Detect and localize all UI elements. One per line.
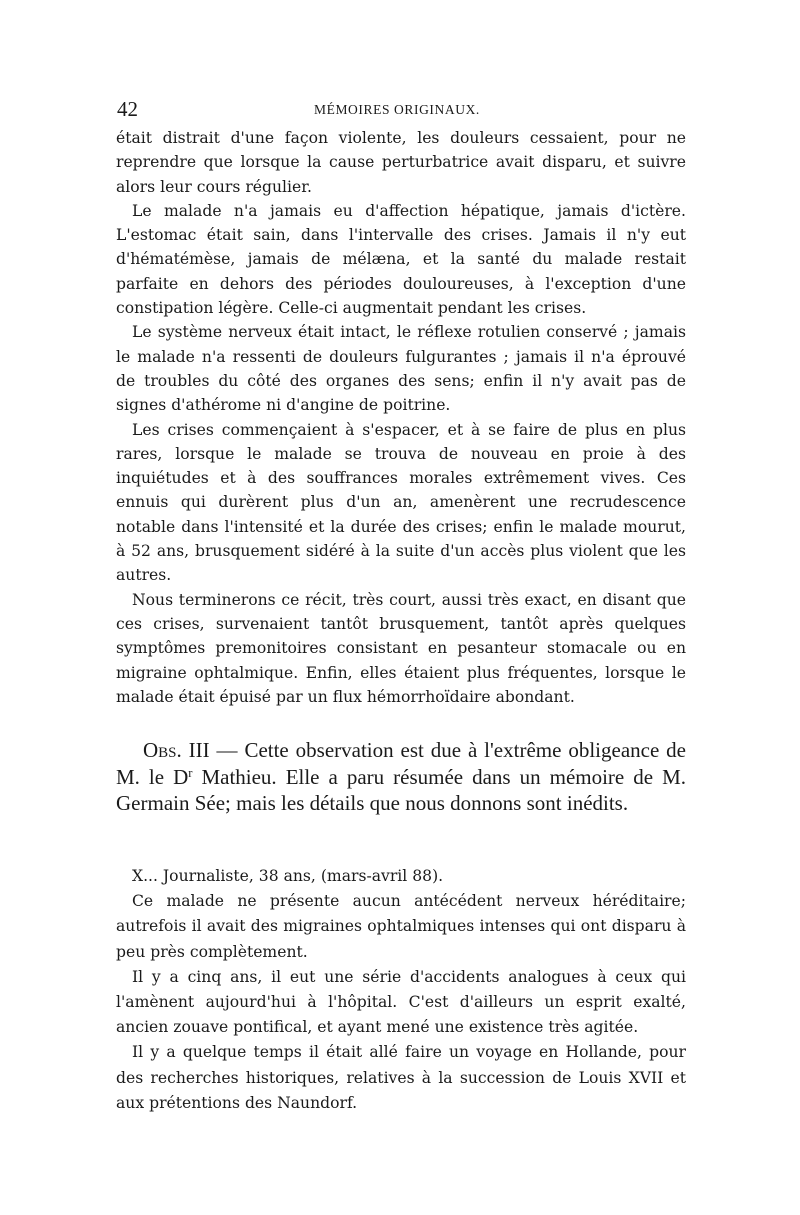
page-number: 42 — [117, 97, 138, 121]
observation-label: Obs. III — [143, 738, 210, 762]
paragraph: Les crises commençaient à s'espacer, et à se faire de plus en plus rares, lorsque le malade se trouva de nouveau en proie à des inquiétudes et à des souffrances morales extrêmement vives. Ces ennuis qui durèrent plus d'un an, amenèrent une recrudescence notable dans l'intensité et la durée des crises; enfin le malade mourut, à 52 ans, brusquement sidéré à la suite d'un accès plus violent que les autres. — [116, 420, 686, 585]
case-paragraph: Il y a cinq ans, il eut une série d'accidents analogues à ceux qui l'amènent aujourd'hui à l'hôpital. C'est d'ailleurs un esprit exalté, ancien zouave pontifical, et ayant mené une existence très agitée. — [116, 967, 686, 1037]
case-paragraph: Il y a quelque temps il était allé faire un voyage en Hollande, pour des recherches historiques, relatives à la succession de Louis XVII et aux prétentions des Naundorf. — [116, 1043, 686, 1112]
paragraph: Nous terminerons ce récit, très court, aussi très exact, en disant que ces crises, survenaient tantôt brusquement, tantôt après quelques symptômes premonitoires consistant en pesanteur stomacale ou en migraine ophtalmique. Enfin, elles étaient plus fréquentes, lorsque le malade était épuisé par un flux hémorrhoïdaire abondant. — [116, 590, 686, 706]
case-text — [116, 864, 686, 1116]
paragraph: Le système nerveux était intact, le réflexe rotulien conservé ; jamais le malade n'a ressenti de douleurs fulgurantes ; jamais il n'a éprouvé de troubles du côté des organes des sens; enfin il n'y avait pas de signes d'athérome ni d'angine de poitrine. — [116, 323, 686, 415]
observation-heading — [116, 737, 686, 817]
observation-text-continued: Mathieu. Elle a paru résumée dans un mémoire de M. Germain Sée; mais les détails que nous donnons sont inédits. — [116, 764, 686, 815]
observation-superscript: r — [188, 765, 193, 780]
paragraph: Le malade n'a jamais eu d'affection hépatique, jamais d'ictère. L'estomac était sain, dans l'intervalle des crises. Jamais il n'y eut d'hématémèse, jamais de mélæna, et la santé du malade restait parfaite en dehors des périodes douloureuses, à l'exception d'une constipation légère. Celle-ci augmentait pendant les crises. — [116, 201, 686, 318]
case-line: X... Journaliste, 38 ans, (mars-avril 88). — [132, 867, 444, 885]
observation-dash: — — [209, 738, 245, 762]
running-title: MÉMOIRES ORIGINAUX. — [314, 102, 480, 117]
case-paragraph: Ce malade ne présente aucun antécédent nerveux héréditaire; autrefois il avait des migraines ophtalmiques intenses qui ont disparu à peu près complètement. — [116, 892, 686, 961]
paragraph: était distrait d'une façon violente, les douleurs cessaient, pour ne reprendre que lorsque la cause perturbatrice avait disparu, et suivre alors leur cours régulier. — [116, 129, 686, 196]
page-header — [117, 97, 687, 123]
observation-paragraph — [116, 737, 686, 817]
observation-text: Cette observation est due à l'extrême obligeance de M. le D — [116, 738, 686, 789]
body-text — [116, 126, 686, 709]
